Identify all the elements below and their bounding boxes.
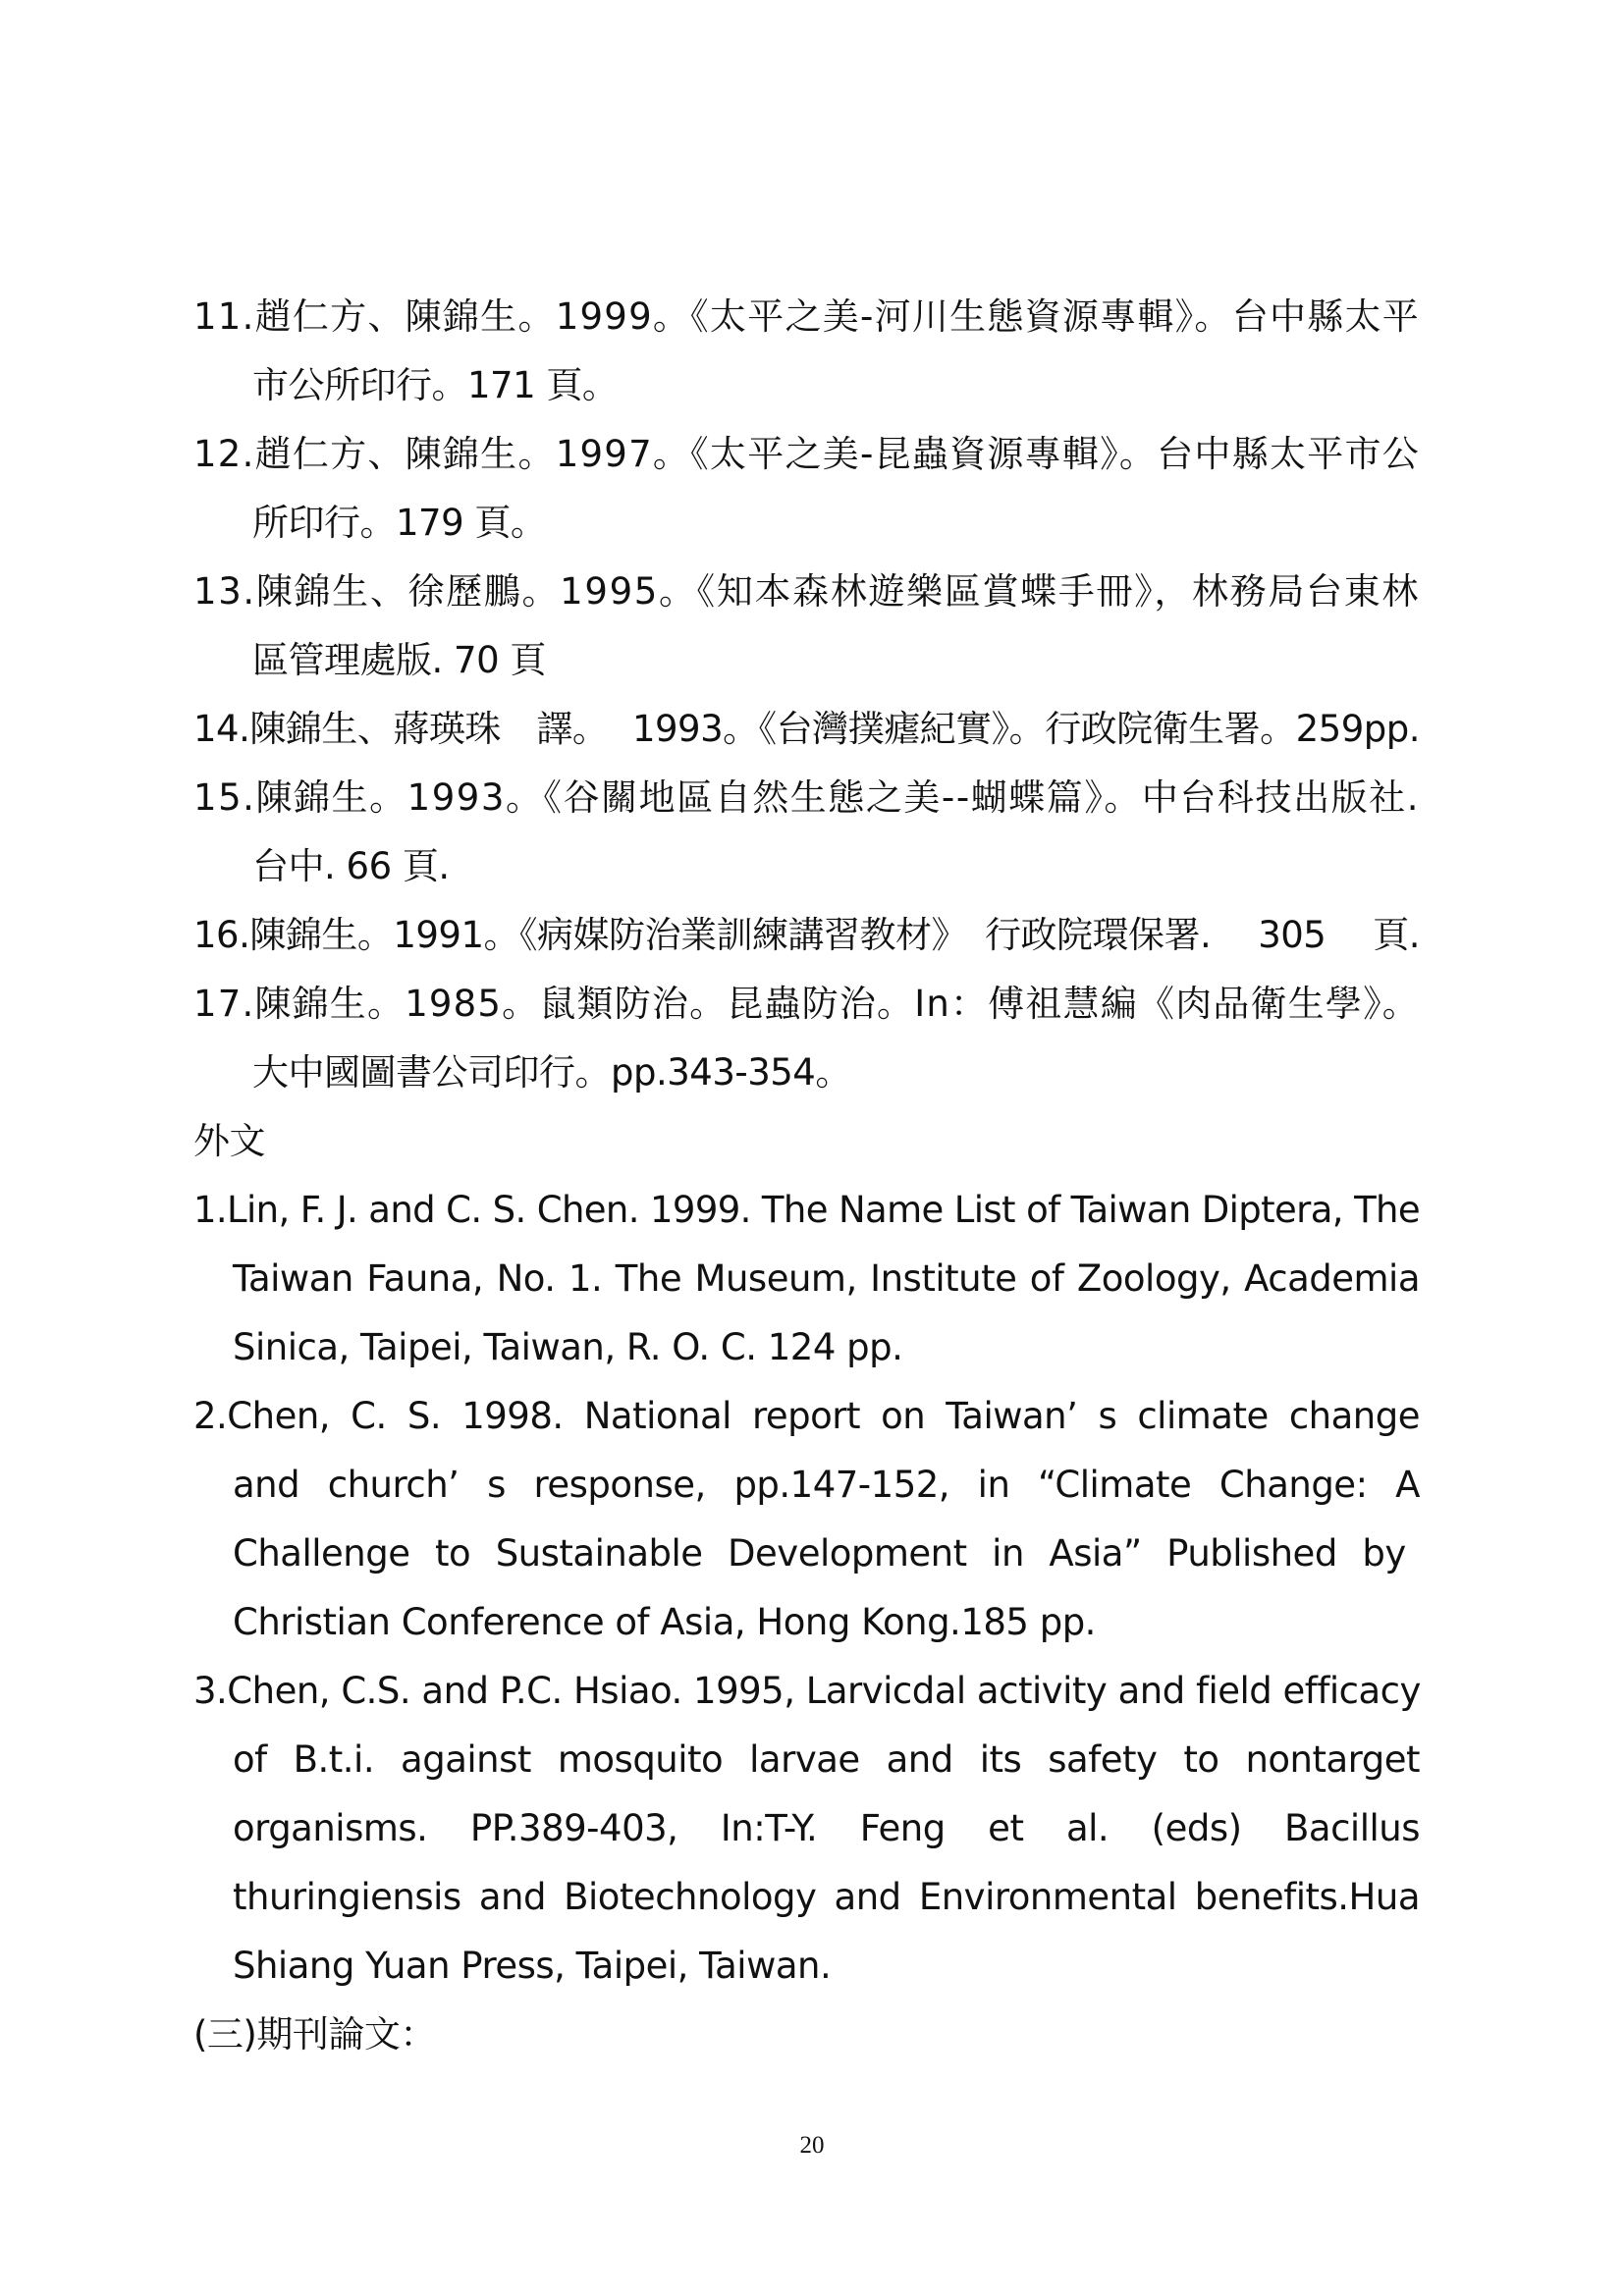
reference-line	[193, 1588, 1421, 1657]
reference-entry-14	[193, 695, 1421, 764]
reference-line	[193, 832, 1421, 901]
reference-line	[193, 1039, 1421, 1107]
reference-entry-12	[193, 420, 1421, 558]
reference-line	[193, 1726, 1421, 1794]
reference-line-text: Taiwan Fauna, No. 1. The Museum, Institute of Zoology, Academia	[233, 1257, 1420, 1300]
reference-line	[193, 1932, 1421, 2001]
reference-line-text: 12.趙仁方、陳錦生。1997。《太平之美-昆蟲資源專輯》。台中縣太平市公	[193, 433, 1420, 475]
foreign-reference-entry-3	[193, 1657, 1421, 2001]
reference-line	[193, 1382, 1421, 1451]
reference-line	[193, 1520, 1421, 1588]
reference-line	[193, 1863, 1421, 1932]
reference-line	[193, 1245, 1421, 1313]
reference-line	[193, 489, 1421, 558]
reference-line-text: thuringiensis and Biotechnology and Environmental benefits.Hua	[233, 1876, 1420, 1918]
foreign-references-heading: 外文	[193, 1120, 265, 1162]
reference-entry-11	[193, 283, 1421, 420]
journal-papers-heading: (三)期刊論文：	[193, 2013, 436, 2056]
reference-line	[193, 764, 1421, 832]
reference-line-text: 15.陳錦生。1993。《谷關地區自然生態之美--蝴蝶篇》。中台科技出版社.	[193, 776, 1420, 819]
reference-line-text: 16.陳錦生。1991。《病媒防治業訓練講習教材》 行政院環保署. 305 頁.	[193, 914, 1420, 956]
reference-line-text: 區管理處版. 70 頁	[252, 639, 546, 681]
reference-line-text: Challenge to Sustainable Development in Asia” Published by	[233, 1532, 1406, 1575]
reference-entry-15	[193, 764, 1421, 901]
reference-line-text: 市公所印行。171 頁。	[252, 364, 619, 406]
document-page	[193, 283, 1421, 2069]
reference-line-text: 1.Lin, F. J. and C. S. Chen. 1999. The Name List of Taiwan Diptera, The	[193, 1189, 1420, 1231]
reference-line	[193, 420, 1421, 489]
reference-line-text: 台中. 66 頁.	[252, 845, 450, 887]
reference-line-text: Christian Conference of Asia, Hong Kong.185 pp.	[233, 1601, 1096, 1643]
reference-line	[193, 1313, 1421, 1382]
reference-entry-16	[193, 901, 1421, 970]
foreign-reference-entry-1	[193, 1176, 1421, 1382]
reference-line-text: Shiang Yuan Press, Taipei, Taiwan.	[233, 1945, 832, 1987]
reference-line	[193, 1657, 1421, 1726]
reference-line	[193, 970, 1421, 1039]
reference-line-text: 14.陳錦生、蔣瑛珠 譯。 1993。《台灣撲瘧紀實》。行政院衛生署。259pp.	[193, 708, 1420, 750]
reference-line-text: organisms. PP.389-403, In:T-Y. Feng et al. (eds) Bacillus	[233, 1807, 1420, 1849]
reference-line	[193, 1794, 1421, 1863]
reference-line-text: of B.t.i. against mosquito larvae and its safety to nontarget	[233, 1738, 1420, 1781]
page-number: 20	[799, 2132, 825, 2159]
reference-line-text: 2.Chen, C. S. 1998. National report on Taiwan’ s climate change	[193, 1395, 1420, 1437]
reference-line	[193, 1451, 1421, 1520]
reference-entry-13	[193, 558, 1421, 695]
reference-line-text: Sinica, Taipei, Taiwan, R. O. C. 124 pp.	[233, 1326, 903, 1368]
reference-line	[193, 626, 1421, 695]
reference-line	[193, 901, 1421, 970]
reference-line-text: 11.趙仁方、陳錦生。1999。《太平之美-河川生態資源專輯》。台中縣太平	[193, 295, 1420, 338]
reference-line-text: and church’ s response, pp.147-152, in “Climate Change: A	[233, 1464, 1420, 1506]
reference-line	[193, 351, 1421, 420]
reference-line-text: 大中國圖書公司印行。pp.343-354。	[252, 1051, 851, 1094]
reference-line-text: 所印行。179 頁。	[252, 502, 547, 544]
reference-line	[193, 283, 1421, 351]
reference-line-text: 13.陳錦生、徐歷鵬。1995。《知本森林遊樂區賞蝶手冊》，林務局台東林	[193, 570, 1420, 613]
reference-line	[193, 695, 1421, 764]
foreign-reference-entry-2	[193, 1382, 1421, 1657]
reference-line	[193, 1176, 1421, 1245]
reference-entry-17	[193, 970, 1421, 1107]
reference-line-text: 3.Chen, C.S. and P.C. Hsiao. 1995, Larvicdal activity and field efficacy	[193, 1670, 1421, 1712]
reference-line	[193, 558, 1421, 626]
reference-line-text: 17.陳錦生。1985。鼠類防治。昆蟲防治。In：傅祖慧編《肉品衛生學》。	[193, 983, 1420, 1025]
